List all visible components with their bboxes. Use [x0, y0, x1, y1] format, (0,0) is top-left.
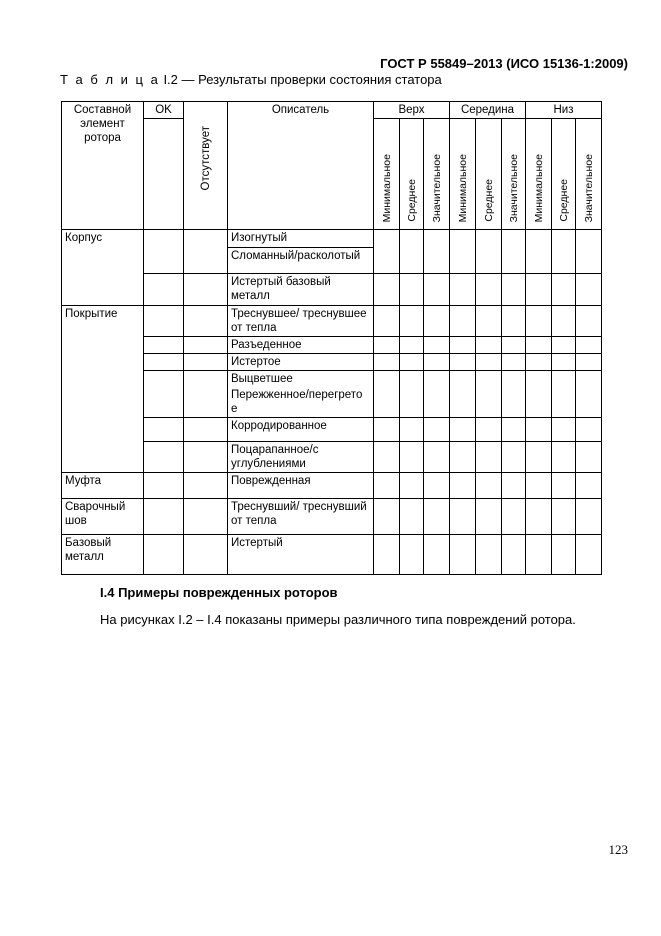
table-row [62, 306, 602, 337]
element-base-metal: Базовый металл [62, 535, 144, 575]
descriptor-cell: Выцветшее [228, 371, 374, 388]
level-min-bottom: Минимальное [526, 119, 552, 230]
level-mid-top: Среднее [400, 119, 424, 230]
descriptor-cell: Истертый базовый металл [228, 274, 374, 306]
descriptor-cell: Корродированное [228, 418, 374, 442]
level-mid-bottom: Среднее [552, 119, 576, 230]
table-caption [60, 72, 442, 87]
table-row [62, 499, 602, 535]
section-title: I.4 Примеры поврежденных роторов [100, 585, 338, 600]
document-header: ГОСТ Р 55849–2013 (ИСО 15136-1:2009) [380, 56, 628, 71]
level-min-middle: Минимальное [450, 119, 476, 230]
header-group-bottom: Низ [526, 102, 602, 119]
header-descriptor: Описатель [228, 102, 374, 230]
level-min-top: Минимальное [374, 119, 400, 230]
element-coupling: Муфта [62, 473, 144, 499]
header-absent: Отсутствует [184, 102, 228, 230]
descriptor-cell: Треснувший/ треснувший от тепла [228, 499, 374, 535]
element-coating: Покрытие [62, 306, 144, 473]
table-caption-label: Т а б л и ц а [60, 72, 160, 87]
level-max-top: Значительное [424, 119, 450, 230]
table-caption-text: I.2 — Результаты проверки состояния статора [163, 72, 442, 87]
descriptor-cell: Поврежденная [228, 473, 374, 499]
descriptor-cell: Поцарапанное/с углублениями [228, 442, 374, 473]
descriptor-cell: Истертый [228, 535, 374, 575]
descriptor-cell: Разъеденное [228, 337, 374, 354]
header-element: Составной элемент ротора [62, 102, 144, 230]
inspection-table [61, 101, 602, 575]
element-weld: Сварочный шов [62, 499, 144, 535]
level-mid-middle: Среднее [476, 119, 502, 230]
element-housing: Корпус [62, 230, 144, 306]
descriptor-cell: Сломанный/расколотый [228, 248, 374, 274]
level-max-middle: Значительное [502, 119, 526, 230]
header-group-top: Верх [374, 102, 450, 119]
table-header-row [62, 102, 602, 119]
header-group-middle: Середина [450, 102, 526, 119]
level-max-bottom: Значительное [576, 119, 602, 230]
section-paragraph: На рисунках I.2 – I.4 показаны примеры различного типа повреждений ротора. [100, 612, 576, 627]
table-row [62, 535, 602, 575]
descriptor-cell: Треснувшее/ треснувшее от тепла [228, 306, 374, 337]
table-row [62, 230, 602, 248]
descriptor-cell: Пережженное/перегрето е [228, 387, 374, 418]
descriptor-cell: Истертое [228, 354, 374, 371]
page-number: 123 [608, 842, 628, 857]
table-row [62, 473, 602, 499]
descriptor-cell: Изогнутый [228, 230, 374, 248]
header-ok: OK [144, 102, 184, 119]
